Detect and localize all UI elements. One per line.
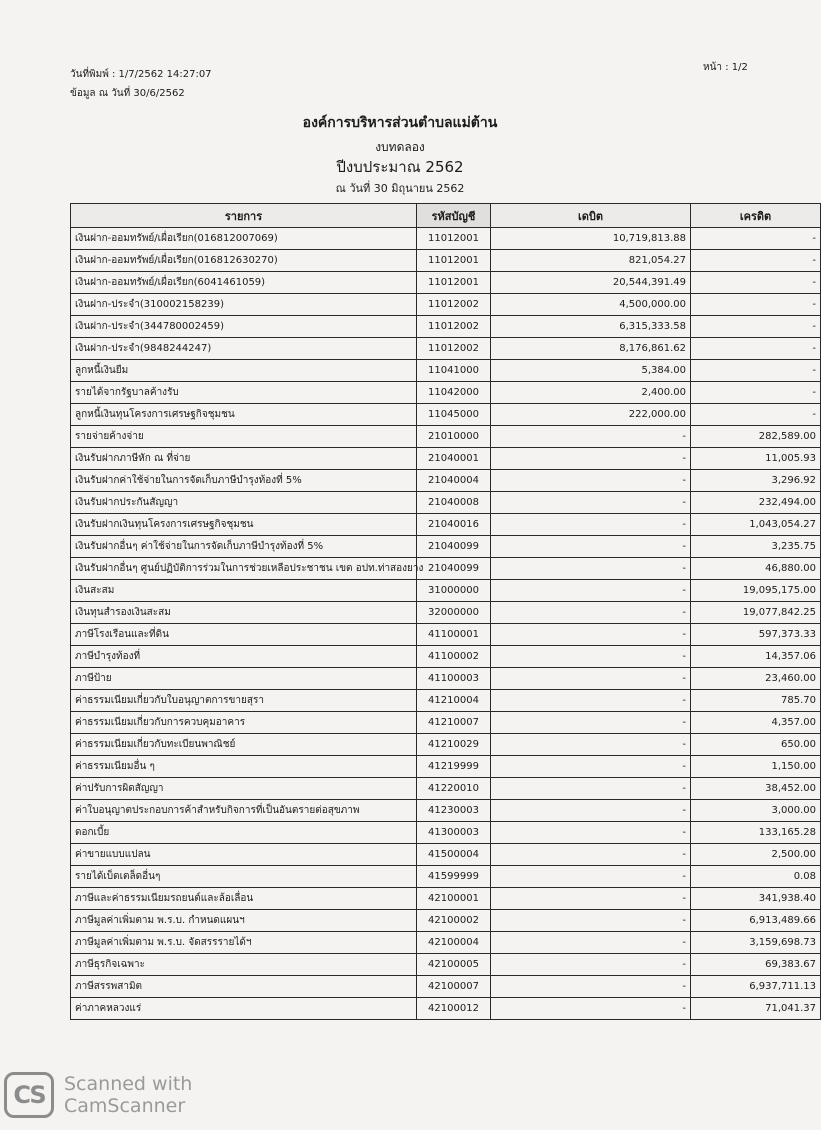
row-debit: - xyxy=(491,470,691,492)
row-debit: - xyxy=(491,976,691,998)
row-code: 11042000 xyxy=(417,382,491,404)
row-debit: - xyxy=(491,888,691,910)
row-debit: - xyxy=(491,844,691,866)
row-item: เงินฝาก-ประจำ(310002158239) xyxy=(71,294,417,316)
table-row xyxy=(71,668,821,690)
camscanner-watermark xyxy=(4,1072,192,1118)
row-code: 11045000 xyxy=(417,404,491,426)
row-item: รายได้เบ็ดเตล็ดอื่นๆ xyxy=(71,866,417,888)
table-row xyxy=(71,734,821,756)
row-code: 21040016 xyxy=(417,514,491,536)
row-code: 42100012 xyxy=(417,998,491,1020)
row-item: ภาษีมูลค่าเพิ่มตาม พ.ร.บ. จัดสรรรายได้ฯ xyxy=(71,932,417,954)
row-debit: 2,400.00 xyxy=(491,382,691,404)
row-code: 42100005 xyxy=(417,954,491,976)
row-debit: - xyxy=(491,954,691,976)
row-item: ภาษีธุรกิจเฉพาะ xyxy=(71,954,417,976)
row-code: 41100001 xyxy=(417,624,491,646)
table-header-row xyxy=(71,204,821,228)
row-credit: 23,460.00 xyxy=(691,668,821,690)
table-row xyxy=(71,800,821,822)
row-code: 11012001 xyxy=(417,228,491,250)
row-code: 42100007 xyxy=(417,976,491,998)
row-item: เงินรับฝากค่าใช้จ่ายในการจัดเก็บภาษีบำรุงท้องที่ 5% xyxy=(71,470,417,492)
table-row xyxy=(71,646,821,668)
row-debit: 222,000.00 xyxy=(491,404,691,426)
row-credit: 1,043,054.27 xyxy=(691,514,821,536)
table-row xyxy=(71,514,821,536)
row-code: 41500004 xyxy=(417,844,491,866)
table-row xyxy=(71,756,821,778)
table-row xyxy=(71,866,821,888)
row-item: ภาษีมูลค่าเพิ่มตาม พ.ร.บ. กำหนดแผนฯ xyxy=(71,910,417,932)
row-code: 41220010 xyxy=(417,778,491,800)
table-row xyxy=(71,602,821,624)
row-credit: 11,005.93 xyxy=(691,448,821,470)
row-code: 41210007 xyxy=(417,712,491,734)
table-row xyxy=(71,294,821,316)
row-debit: - xyxy=(491,778,691,800)
row-debit: - xyxy=(491,756,691,778)
column-header-code: รหัสบัญชี xyxy=(417,204,491,228)
row-code: 41100003 xyxy=(417,668,491,690)
row-credit: - xyxy=(691,360,821,382)
row-item: ภาษีป้าย xyxy=(71,668,417,690)
row-code: 41100002 xyxy=(417,646,491,668)
row-item: ค่าขายแบบแปลน xyxy=(71,844,417,866)
table-row xyxy=(71,558,821,580)
table-row xyxy=(71,250,821,272)
row-credit: - xyxy=(691,294,821,316)
row-credit: 650.00 xyxy=(691,734,821,756)
report-date: ณ วันที่ 30 มิถุนายน 2562 xyxy=(335,182,465,195)
row-debit: - xyxy=(491,822,691,844)
row-item: เงินทุนสำรองเงินสะสม xyxy=(71,602,417,624)
row-debit: - xyxy=(491,624,691,646)
row-code: 41599999 xyxy=(417,866,491,888)
row-credit: 19,077,842.25 xyxy=(691,602,821,624)
row-credit: 2,500.00 xyxy=(691,844,821,866)
row-item: เงินรับฝากอื่นๆ ค่าใช้จ่ายในการจัดเก็บภาษีบำรุงท้องที่ 5% xyxy=(71,536,417,558)
row-credit: 133,165.28 xyxy=(691,822,821,844)
table-row xyxy=(71,580,821,602)
row-debit: - xyxy=(491,866,691,888)
row-debit: 8,176,861.62 xyxy=(491,338,691,360)
row-credit: 0.08 xyxy=(691,866,821,888)
column-header-credit: เครดิต xyxy=(691,204,821,228)
row-item: ลูกหนี้เงินยืม xyxy=(71,360,417,382)
row-code: 21040004 xyxy=(417,470,491,492)
table-row xyxy=(71,404,821,426)
row-code: 31000000 xyxy=(417,580,491,602)
row-item: ค่าใบอนุญาตประกอบการค้าสำหรับกิจการที่เป็นอันตรายต่อสุขภาพ xyxy=(71,800,417,822)
row-debit: - xyxy=(491,558,691,580)
table-row xyxy=(71,690,821,712)
row-item: ค่าปรับการผิดสัญญา xyxy=(71,778,417,800)
row-code: 11012002 xyxy=(417,294,491,316)
print-date: วันที่พิมพ์ : 1/7/2562 14:27:07 xyxy=(70,69,212,80)
row-code: 11012002 xyxy=(417,316,491,338)
row-debit: - xyxy=(491,932,691,954)
row-credit: - xyxy=(691,272,821,294)
table-row xyxy=(71,338,821,360)
row-code: 11012001 xyxy=(417,272,491,294)
row-credit: 19,095,175.00 xyxy=(691,580,821,602)
row-debit: - xyxy=(491,646,691,668)
row-credit: 1,150.00 xyxy=(691,756,821,778)
row-item: ค่าธรรมเนียมเกี่ยวกับการควบคุมอาคาร xyxy=(71,712,417,734)
row-item: เงินสะสม xyxy=(71,580,417,602)
row-credit: 6,937,711.13 xyxy=(691,976,821,998)
row-code: 21040099 xyxy=(417,558,491,580)
row-item: เงินรับฝากเงินทุนโครงการเศรษฐกิจชุมชน xyxy=(71,514,417,536)
table-row xyxy=(71,624,821,646)
row-code: 41210004 xyxy=(417,690,491,712)
row-code: 11012002 xyxy=(417,338,491,360)
table-row xyxy=(71,998,821,1020)
row-item: รายได้จากรัฐบาลค้างรับ xyxy=(71,382,417,404)
row-item: เงินฝาก-ประจำ(9848244247) xyxy=(71,338,417,360)
row-credit: 14,357.06 xyxy=(691,646,821,668)
row-credit: 282,589.00 xyxy=(691,426,821,448)
column-header-debit: เดบิต xyxy=(491,204,691,228)
table-row xyxy=(71,492,821,514)
row-credit: 3,159,698.73 xyxy=(691,932,821,954)
row-debit: - xyxy=(491,998,691,1020)
row-item: ภาษีสรรพสามิต xyxy=(71,976,417,998)
page-number: หน้า : 1/2 xyxy=(703,62,748,73)
row-debit: - xyxy=(491,690,691,712)
row-code: 42100002 xyxy=(417,910,491,932)
organization-title: องค์การบริหารส่วนตำบลแม่ต้าน xyxy=(302,115,498,131)
row-item: ภาษีและค่าธรรมเนียมรถยนต์และล้อเลื่อน xyxy=(71,888,417,910)
row-code: 11041000 xyxy=(417,360,491,382)
row-item: เงินฝาก-ประจำ(344780002459) xyxy=(71,316,417,338)
row-item: เงินฝาก-ออมทรัพย์/เผื่อเรียก(016812630270) xyxy=(71,250,417,272)
table-row xyxy=(71,272,821,294)
row-credit: 232,494.00 xyxy=(691,492,821,514)
row-item: ภาษีบำรุงท้องที่ xyxy=(71,646,417,668)
row-item: ค่าธรรมเนียมเกี่ยวกับทะเบียนพาณิชย์ xyxy=(71,734,417,756)
row-code: 21040099 xyxy=(417,536,491,558)
table-row xyxy=(71,844,821,866)
row-debit: - xyxy=(491,448,691,470)
row-debit: - xyxy=(491,910,691,932)
row-debit: 20,544,391.49 xyxy=(491,272,691,294)
table-body xyxy=(71,228,821,1020)
row-code: 32000000 xyxy=(417,602,491,624)
row-credit: 785.70 xyxy=(691,690,821,712)
row-code: 21040001 xyxy=(417,448,491,470)
trial-balance-table xyxy=(70,203,821,1020)
row-debit: 6,315,333.58 xyxy=(491,316,691,338)
column-header-item: รายการ xyxy=(71,204,417,228)
row-code: 42100001 xyxy=(417,888,491,910)
table-row xyxy=(71,228,821,250)
watermark-text xyxy=(64,1073,192,1117)
row-code: 41219999 xyxy=(417,756,491,778)
row-credit: 3,296.92 xyxy=(691,470,821,492)
row-credit: - xyxy=(691,316,821,338)
row-credit: 71,041.37 xyxy=(691,998,821,1020)
row-credit: 3,000.00 xyxy=(691,800,821,822)
table-row xyxy=(71,316,821,338)
table-row xyxy=(71,888,821,910)
row-code: 11012001 xyxy=(417,250,491,272)
row-credit: - xyxy=(691,382,821,404)
row-credit: 3,235.75 xyxy=(691,536,821,558)
row-item: ลูกหนี้เงินทุนโครงการเศรษฐกิจชุมชน xyxy=(71,404,417,426)
row-item: เงินฝาก-ออมทรัพย์/เผื่อเรียก(6041461059) xyxy=(71,272,417,294)
row-code: 21010000 xyxy=(417,426,491,448)
watermark-line-1: Scanned with xyxy=(64,1073,193,1095)
row-credit: - xyxy=(691,228,821,250)
row-item: ค่าภาคหลวงแร่ xyxy=(71,998,417,1020)
row-item: รายจ่ายค้างจ่าย xyxy=(71,426,417,448)
row-debit: 4,500,000.00 xyxy=(491,294,691,316)
table-row xyxy=(71,448,821,470)
camscanner-logo-icon: CS xyxy=(4,1072,54,1118)
row-item: เงินฝาก-ออมทรัพย์/เผื่อเรียก(016812007069) xyxy=(71,228,417,250)
row-item: ค่าธรรมเนียมเกี่ยวกับใบอนุญาตการขายสุรา xyxy=(71,690,417,712)
table-row xyxy=(71,426,821,448)
row-credit: 69,383.67 xyxy=(691,954,821,976)
row-credit: 597,373.33 xyxy=(691,624,821,646)
row-debit: - xyxy=(491,734,691,756)
report-subtitle: งบทดลอง xyxy=(375,140,425,154)
row-credit: 38,452.00 xyxy=(691,778,821,800)
table-row xyxy=(71,954,821,976)
row-debit: - xyxy=(491,536,691,558)
table-row xyxy=(71,932,821,954)
row-item: เงินรับฝากอื่นๆ ศูนย์ปฏิบัติการร่วมในการช่วยเหลือประชาชน เขต อปท.ท่าสองยาง xyxy=(71,558,417,580)
row-item: ดอกเบี้ย xyxy=(71,822,417,844)
row-item: เงินรับฝากภาษีหัก ณ ที่จ่าย xyxy=(71,448,417,470)
row-debit: - xyxy=(491,492,691,514)
row-debit: - xyxy=(491,712,691,734)
fiscal-year: ปีงบประมาณ 2562 xyxy=(336,158,464,176)
row-credit: - xyxy=(691,250,821,272)
row-credit: 4,357.00 xyxy=(691,712,821,734)
row-code: 21040008 xyxy=(417,492,491,514)
table-row xyxy=(71,712,821,734)
table-row xyxy=(71,470,821,492)
table-row xyxy=(71,822,821,844)
table-row xyxy=(71,382,821,404)
table-row xyxy=(71,910,821,932)
row-credit: 341,938.40 xyxy=(691,888,821,910)
table-row xyxy=(71,778,821,800)
row-debit: 10,719,813.88 xyxy=(491,228,691,250)
row-code: 41210029 xyxy=(417,734,491,756)
data-as-of-date: ข้อมูล ณ วันที่ 30/6/2562 xyxy=(70,88,185,99)
row-item: ค่าธรรมเนียมอื่น ๆ xyxy=(71,756,417,778)
row-code: 41230003 xyxy=(417,800,491,822)
row-debit: - xyxy=(491,514,691,536)
row-debit: - xyxy=(491,602,691,624)
row-code: 41300003 xyxy=(417,822,491,844)
row-credit: 46,880.00 xyxy=(691,558,821,580)
row-credit: 6,913,489.66 xyxy=(691,910,821,932)
row-debit: - xyxy=(491,800,691,822)
watermark-line-2: CamScanner xyxy=(64,1095,186,1117)
row-item: ภาษีโรงเรือนและที่ดิน xyxy=(71,624,417,646)
row-item: เงินรับฝากประกันสัญญา xyxy=(71,492,417,514)
table-row xyxy=(71,536,821,558)
row-debit: 5,384.00 xyxy=(491,360,691,382)
row-credit: - xyxy=(691,404,821,426)
row-code: 42100004 xyxy=(417,932,491,954)
row-debit: - xyxy=(491,426,691,448)
table-row xyxy=(71,976,821,998)
row-debit: - xyxy=(491,668,691,690)
row-debit: - xyxy=(491,580,691,602)
table-row xyxy=(71,360,821,382)
row-debit: 821,054.27 xyxy=(491,250,691,272)
row-credit: - xyxy=(691,338,821,360)
